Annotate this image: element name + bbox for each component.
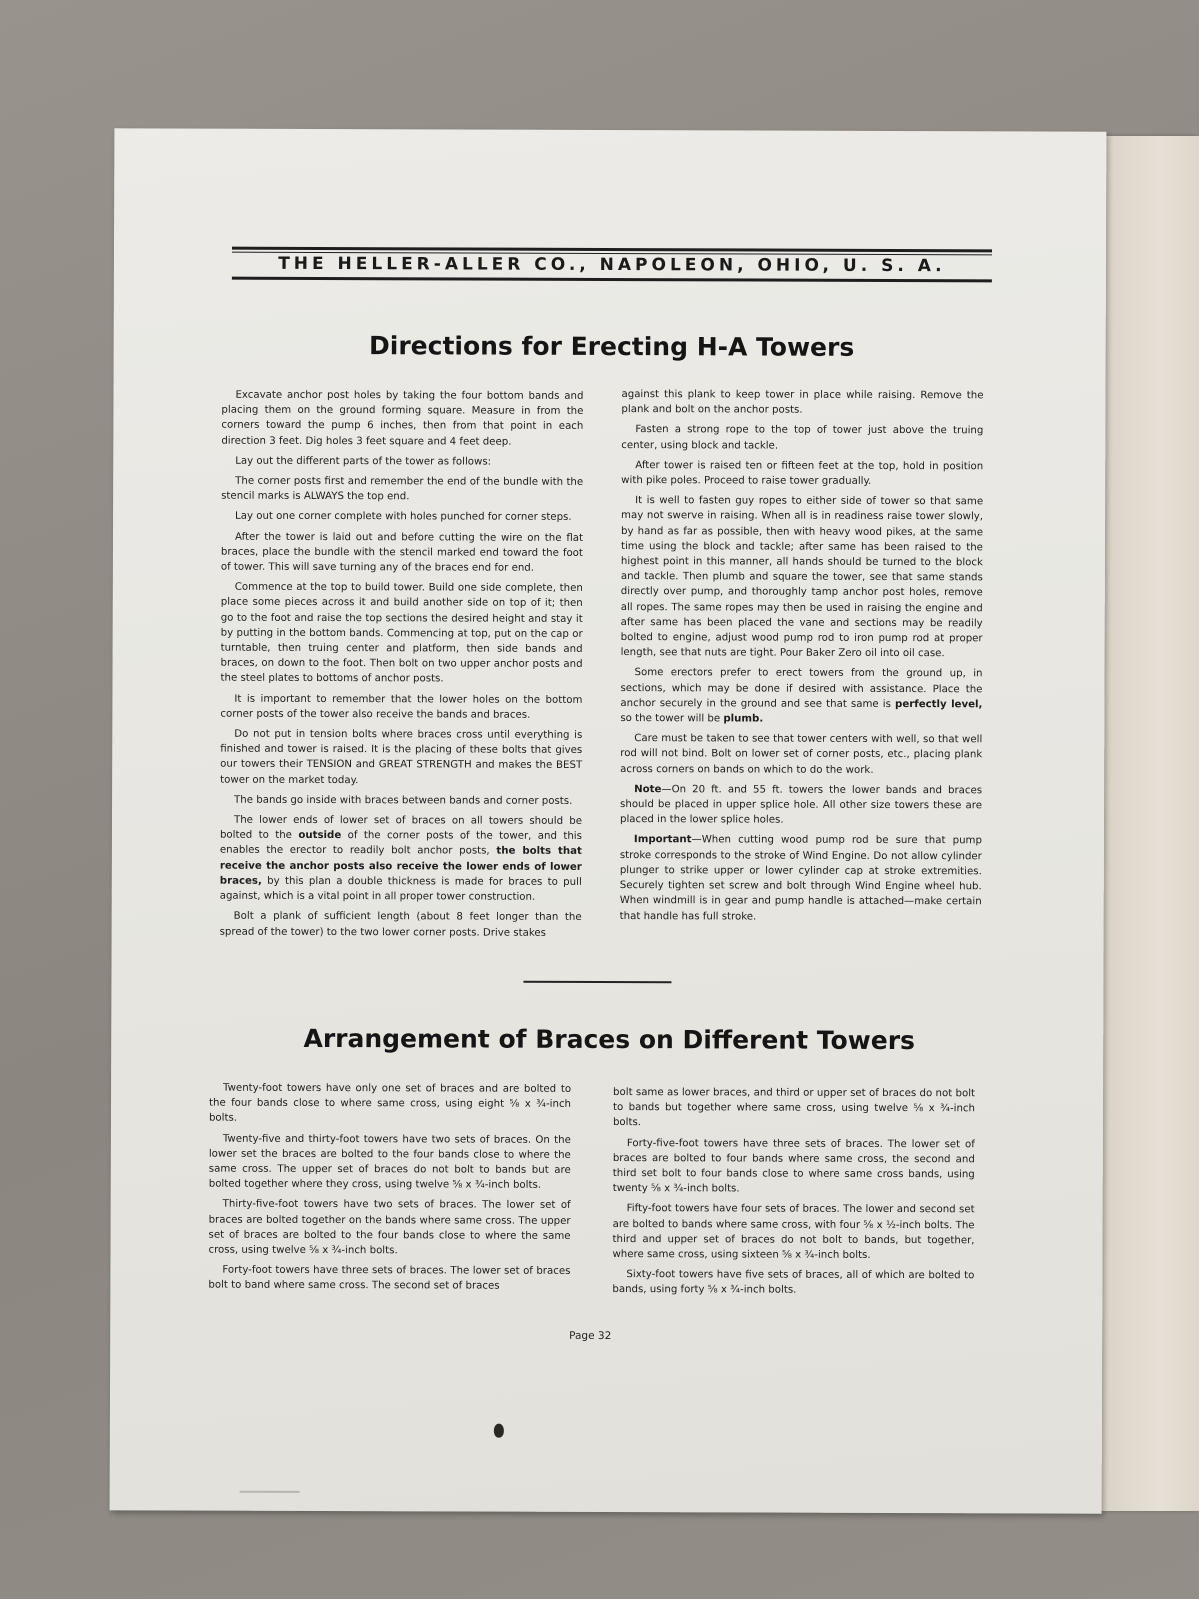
paragraph: After the tower is laid out and before cutting the wire on the flat braces, place the bundle with the stencil marked end toward the foot of tower. This will save turning any of the braces end for end. xyxy=(220,531,584,574)
section-divider xyxy=(523,981,671,984)
important-label: Important xyxy=(633,834,692,846)
paragraph: Sixty-foot towers have five sets of braces, all of which are bolted to bands, using forty ⅝ x ¾-inch bolts. xyxy=(612,1269,975,1297)
emphasis-level: perfectly level, xyxy=(895,698,983,711)
note-text: —On 20 ft. and 55 ft. towers the lower bands and braces should be placed in upper splice hole. All other size towers these are placed in the lower splice holes. xyxy=(619,784,983,826)
paragraph-braces-outside xyxy=(220,813,582,905)
company-name: THE HELLER-ALLER CO., NAPOLEON, OHIO, U. S. A. xyxy=(278,253,946,277)
paragraph: Lay out one corner complete with holes punched for corner steps. xyxy=(235,511,572,524)
paragraph: After tower is raised ten or fifteen feet at the top, hold in position with pike poles. Proceed to raise tower gradually. xyxy=(621,459,984,487)
text-run: The lower ends of lower set of braces on all towers should be bolted to the xyxy=(219,814,583,842)
emphasis-plumb: plumb. xyxy=(723,713,764,725)
paragraph: Fifty-foot towers have four sets of braces. The lower and second set are bolted to bands where same cross, with four ⅝ x ½-inch bolts. The third and upper set of braces do not bolt to bands, but together, where same cross, using sixteen ⅝ x ¾-inch bolts. xyxy=(612,1203,975,1261)
emphasis-anchor-bolts: the bolts that receive the anchor posts also receive the lower ends of lower braces, xyxy=(219,846,582,887)
adjacent-page-edge xyxy=(1100,136,1199,1511)
paragraph: Forty-foot towers have three sets of braces. The lower set of braces bolt to band where same cross. The second set of braces xyxy=(208,1264,571,1293)
braces-left-column xyxy=(208,1081,571,1300)
text-run: by this plan a double thickness is made for braces to pull against, which is a vital point in all proper tower construction. xyxy=(219,875,582,903)
paragraph: It is well to fasten guy ropes to either side of tower so that same may not swerve in raising. When all is in readiness raise tower slowly, by hand as far as possible, then with heavy wood pikes, at the same time using the block and tackle; after same has been raised to the highest point in this manner, all hands should be turned to the block and tackle. Then plumb and square the tower, see that same stands directly over pump, and thoroughly tamp anchor post holes, remove all ropes. The same ropes may then be used in raising the engine and after same has been placed the vane and sections may be readily bolted to engine, adjust wood pump rod to iron pump rod at proper length, see that nuts are tight. Pour Baker Zero oil into oil case. xyxy=(620,495,984,660)
paragraph: Fasten a strong rope to the top of tower just above the truing center, using block and tackle. xyxy=(621,424,984,452)
text-run: of the corner posts of the tower, and this enables the erector to readily bolt anchor posts, xyxy=(219,830,582,858)
document-page xyxy=(110,128,1107,1513)
erecting-left-column xyxy=(220,388,584,946)
note-label: Note xyxy=(634,783,662,796)
paragraph: Excavate anchor post holes by taking the four bottom bands and placing them on the ground forming square. Measure in from the corners toward the pump 6 inches, then from that point in each direction 3 feet. Dig holes 3 feet square and 4 feet deep. xyxy=(221,389,584,448)
paragraph: The corner posts first and remember the end of the bundle with the stencil marks is ALWAYS the top end. xyxy=(221,475,584,503)
paragraph: bolt same as lower braces, and third or upper set of braces do not bolt to bands but together where same cross, using twelve ⅝ x ¾-inch bolts. xyxy=(612,1087,976,1129)
paragraph-ground-up xyxy=(620,665,982,727)
paragraph-important xyxy=(620,833,982,925)
emphasis-outside: outside xyxy=(298,830,342,842)
paragraph: The bands go inside with braces between bands and corner posts. xyxy=(234,794,573,807)
punch-hole xyxy=(494,1424,504,1438)
company-header xyxy=(232,247,992,283)
paragraph: Forty-five-foot towers have three sets of braces. The lower set of braces are bolted to four bands where same cross, the second and third set bolt to four bands close to where same cross bands, using twenty ⅝ x ¾-inch bolts. xyxy=(612,1137,975,1195)
paragraph: It is important to remember that the lower holes on the bottom corner posts of the tower also receive the bands and braces. xyxy=(220,693,583,721)
paper-tear xyxy=(240,1491,300,1493)
paragraph-note xyxy=(620,782,982,829)
erecting-right-column xyxy=(620,387,984,930)
paragraph: Commence at the top to build tower. Build one side complete, then place some pieces across it and build another side on top of it; then go to the foot and raise the top sections the desired height and stay it by putting in the bottom bands. Commencing at top, put on the cap or turntable, then truing center and platform, then side bands and braces, on down to the foot. Then bolt on two upper anchor posts and the steel plates to bottoms of anchor posts. xyxy=(220,581,583,685)
paragraph: Do not put in tension bolts where braces cross until everything is finished and tower is raised. It is the placing of these bolts that gives our towers their TENSION and GREAT STRENGTH and makes the BEST tower on the market today. xyxy=(220,728,583,786)
section-title-erecting: Directions for Erecting H-A Towers xyxy=(368,331,855,362)
paragraph: Bolt a plank of sufficient length (about 8 feet longer than the spread of the tower) to the two lower corner posts. Drive stakes xyxy=(219,910,582,939)
paragraph: against this plank to keep tower in place while raising. Remove the plank and bolt on the anchor posts. xyxy=(621,389,984,416)
text-run: Some erectors prefer to erect towers from the ground up, in sections, which may be done if desired with assistance. Place the anchor securely in the ground and see that same is xyxy=(620,667,983,710)
braces-right-column xyxy=(612,1085,975,1304)
page-number: Page 32 xyxy=(569,1329,612,1343)
paragraph: Thirty-five-foot towers have two sets of braces. The lower set of braces are bolted together on the bands where same cross. The upper set of braces are bolted to the four bands close to where the same cross, using twelve ⅝ x ¾-inch bolts. xyxy=(208,1199,571,1257)
paragraph: Twenty-foot towers have only one set of braces and are bolted to the four bands close to where same cross, using eight ⅝ x ¾-inch bolts. xyxy=(208,1082,572,1125)
paragraph: Lay out the different parts of the tower as follows: xyxy=(235,455,492,468)
paragraph: Twenty-five and thirty-foot towers have two sets of braces. On the lower set the braces are bolted to the four bands close to where the same cross. The upper set of braces do not bolt to bands but are bolted together where they cross, using twelve ⅝ x ¾-inch bolts. xyxy=(208,1133,571,1191)
text-run: so the tower will be xyxy=(620,713,724,725)
important-text: —When cutting wood pump rod be sure that pump stroke corresponds to the stroke of Wind Engine. Do not allow cylinder plunger to strike upper or lower cylinder cap at stroke extremities. Securely tighten set screw and bolt through Wind Engine wheel hub. When windmill is in gear and pump handle is attached—make certain that handle has full stroke. xyxy=(619,834,982,923)
section-title-braces: Arrangement of Braces on Different Towers xyxy=(303,1023,916,1056)
paragraph: Care must be taken to see that tower centers with well, so that well rod will not bind. Bolt on lower set of corner posts, etc., placing plank across corners on bands on which to do the work. xyxy=(620,733,983,776)
